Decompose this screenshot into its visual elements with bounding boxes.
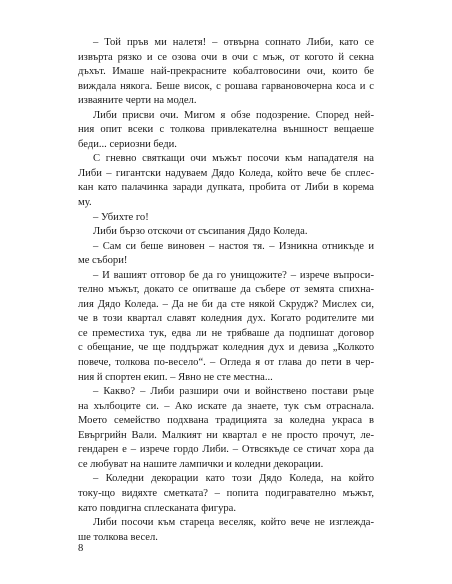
text-line: – Коледни декорации като този Дядо Коледа, на който: [93, 473, 374, 485]
text-line: телно мъжът, докато се опитваше да събере от земята спихна-: [78, 284, 374, 296]
text-line: Либи – гигантски надуваем Дядо Коледа, който вече бе сплес-: [78, 167, 374, 179]
text-line: Либи бързо отскочи от съсипания Дядо Коледа.: [93, 226, 308, 238]
text-line: ме събори!: [78, 255, 128, 267]
text-line: – И вашият отговор бе да го унищожите? – изрече въпроси-: [93, 269, 374, 281]
text-line: кан като палачинка заради дупката, пробита от Либи в корема: [78, 182, 374, 194]
text-line: – Убихте го!: [93, 211, 149, 223]
text-line: виждала някога. Беше висок, с рошава гарвановочерна коса и с: [78, 80, 374, 92]
text-line: му.: [78, 197, 92, 209]
text-line: дъхът. Имаше най-прекрасните кобалтовосини очи, които бе: [78, 66, 374, 78]
text-line: Моето семейство подхвана традицията за коледна украса в: [78, 415, 374, 427]
text-line: – Той пръв ми налетя! – отвърна сопнато Либи, като се: [93, 37, 374, 48]
text-line: изваяните черти на модел.: [78, 95, 197, 107]
text-line: че в този квартал славят коледния дух. Когато родителите ми: [78, 313, 374, 325]
text-line: извърта рязко и се озова очи в очи с мъж, от когото й секна: [78, 51, 374, 63]
page-number: 8: [78, 543, 84, 554]
text-line: се любуват на нашите лампички и коледни декорации.: [78, 458, 324, 470]
text-line: на хълбоците си. – Ако искате да знаете, тук съм отраснала.: [78, 400, 374, 412]
text-line: Либи посочи към стареца веселяк, който вече не изглежда-: [93, 517, 374, 529]
text-line: Либи присви очи. Мигом я обзе подозрение. Според ней-: [93, 109, 374, 121]
text-line: ше толкова весел.: [78, 531, 158, 543]
text-line: С гневно святкащи очи мъжът посочи към нападателя на: [93, 153, 374, 165]
text-line: се преместиха тук, едва ли не трябваше да подпишат договор: [78, 327, 374, 339]
text-line: – Сам си беше виновен – настоя тя. – Изникна отникъде и: [93, 240, 374, 252]
text-line: с обещание, че ще поддържат коледния дух и девиза „Колкото: [78, 342, 374, 354]
body-text: [78, 36, 374, 545]
text-line: повече, толкова по-весело“. – Огледа я от глава до пети в чер-: [78, 357, 374, 369]
text-line: току-що видяхте сметката? – попита подигравателно мъжът,: [78, 487, 374, 499]
text-line: ния й спортен екип. – Явно не сте местна...: [78, 371, 273, 383]
text-line: лия Дядо Коледа. – Да не би да сте някой Скрудж? Мислех си,: [78, 298, 374, 310]
text-line: Евъргрийн Вали. Малкият ни квартал е не просто прочут, ле-: [78, 429, 374, 441]
text-line: ния опит всеки с толкова привлекателна външност вещаеше: [78, 124, 374, 136]
text-line: беди... сериозни беди.: [78, 138, 177, 150]
text-line: гендарен е – изрече гордо Либи. – Отвсякъде се стичат хора да: [78, 444, 374, 456]
text-line: като повдигна сплесканата фигура.: [78, 502, 237, 514]
text-line: – Какво? – Либи разшири очи и войнствено постави ръце: [93, 386, 374, 398]
